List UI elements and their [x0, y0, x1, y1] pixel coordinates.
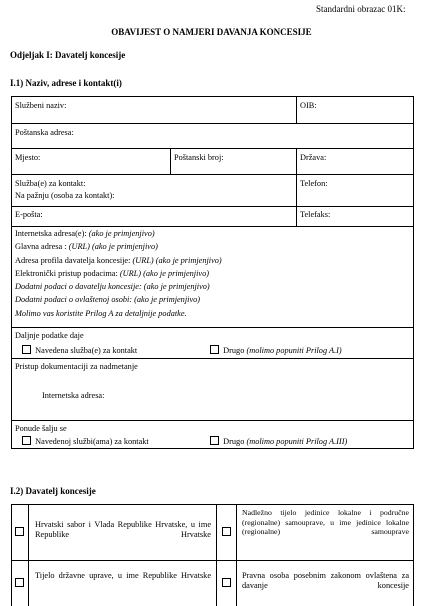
tender-docs-internet-label: Internetska adresa:: [42, 391, 105, 400]
internet-address-label: Internetska adresa(e):: [15, 229, 87, 238]
option-label: Navedenoj službi(ama) za kontakt: [35, 437, 149, 446]
further-info-option-contact[interactable]: [22, 345, 137, 356]
authorized-person-line: Dodatni podaci o ovlaštenoj osobi: (ako je primjenjivo): [15, 295, 201, 305]
phone-label: Telefon:: [300, 179, 328, 188]
subsection-heading-2: I.2) Davatelj koncesije: [10, 486, 96, 496]
email-label: E-pošta:: [15, 210, 43, 219]
annex-a-note: Molimo vas koristite Prilog A za detaljnije podatke.: [15, 308, 187, 318]
further-info-option-other[interactable]: [210, 345, 342, 356]
internet-address-note: (ako je primjenjivo): [88, 229, 155, 238]
grantor-info-line: Dodatni podaci o davatelju koncesije: (ako je primjenjivo): [15, 282, 210, 292]
option-label: Drugo: [223, 346, 245, 355]
further-info-label: Daljnje podatke daje: [15, 331, 84, 340]
checkbox-icon[interactable]: [222, 527, 231, 536]
postal-address-label: Poštanska adresa:: [15, 128, 74, 137]
option-label: Navedena služba(e) za kontakt: [35, 346, 138, 355]
country-label: Država:: [300, 153, 327, 162]
checkbox-icon[interactable]: [210, 345, 219, 354]
oib-label: OIB:: [300, 101, 317, 110]
town-label: Mjesto:: [15, 153, 41, 162]
checkbox-icon[interactable]: [222, 578, 231, 587]
buyer-profile-label: Adresa profila davatelja koncesije:: [15, 255, 131, 265]
section-heading: Odjeljak I: Davatelj koncesije: [10, 50, 126, 60]
grantor-option-state-administration: Tijelo državne uprave, u ime Republike Hrvatske: [35, 571, 211, 580]
buyer-profile-note: (URL) (ako je primjenjivo): [132, 255, 222, 265]
option-label: Drugo: [223, 437, 245, 446]
electronic-access-label: Elektronički pristup podacima:: [15, 268, 118, 278]
postal-code-label: Poštanski broj:: [174, 153, 224, 162]
fax-label: Telefaks:: [300, 210, 331, 219]
main-address-note: (URL) (ako je primjenjivo): [68, 242, 158, 252]
offers-label: Ponude šalju se: [15, 424, 67, 433]
contact-person-label: Na pažnju (osoba za kontakt):: [15, 191, 115, 200]
offers-option-contact[interactable]: [22, 436, 149, 447]
option-note: (molimo popuniti Prilog A.I): [246, 346, 342, 355]
grantor-option-legal-person: Pravna osoba posebnim zakonom ovlaštena za davanje koncesije: [242, 571, 409, 591]
checkbox-icon[interactable]: [15, 578, 24, 587]
checkbox-icon[interactable]: [22, 345, 31, 354]
option-note: (molimo popuniti Prilog A.III): [246, 437, 348, 446]
grantor-option-local-government: Nadležno tijelo jedinice lokalne i područne (regionalne) samouprave, u ime jedinice lokalne (regionalne) samouprave: [242, 508, 409, 536]
page-title: OBAVIJEST O NAMJERI DAVANJA KONCESIJE: [111, 27, 312, 37]
checkbox-icon[interactable]: [210, 436, 219, 445]
offers-option-other[interactable]: [210, 436, 347, 447]
main-address-label: Glavna adresa :: [15, 242, 67, 252]
official-name-label: Službeni naziv:: [15, 101, 67, 110]
form-code: Standardni obrazac 01K:: [316, 4, 406, 14]
checkbox-icon[interactable]: [22, 436, 31, 445]
tender-docs-label: Pristup dokumentaciji za nadmetanje: [15, 362, 138, 371]
checkbox-icon[interactable]: [15, 527, 24, 536]
contact-service-label: Služba(e) za kontakt:: [15, 179, 86, 188]
internet-addresses-block: [15, 229, 405, 322]
electronic-access-note: (URL) (ako je primjenjivo): [119, 268, 210, 278]
subsection-heading-1: I.1) Naziv, adrese i kontakt(i): [10, 78, 122, 88]
grantor-option-parliament: Hrvatski sabor i Vlada Republike Hrvatske, u ime Republike Hrvatske: [35, 520, 211, 540]
